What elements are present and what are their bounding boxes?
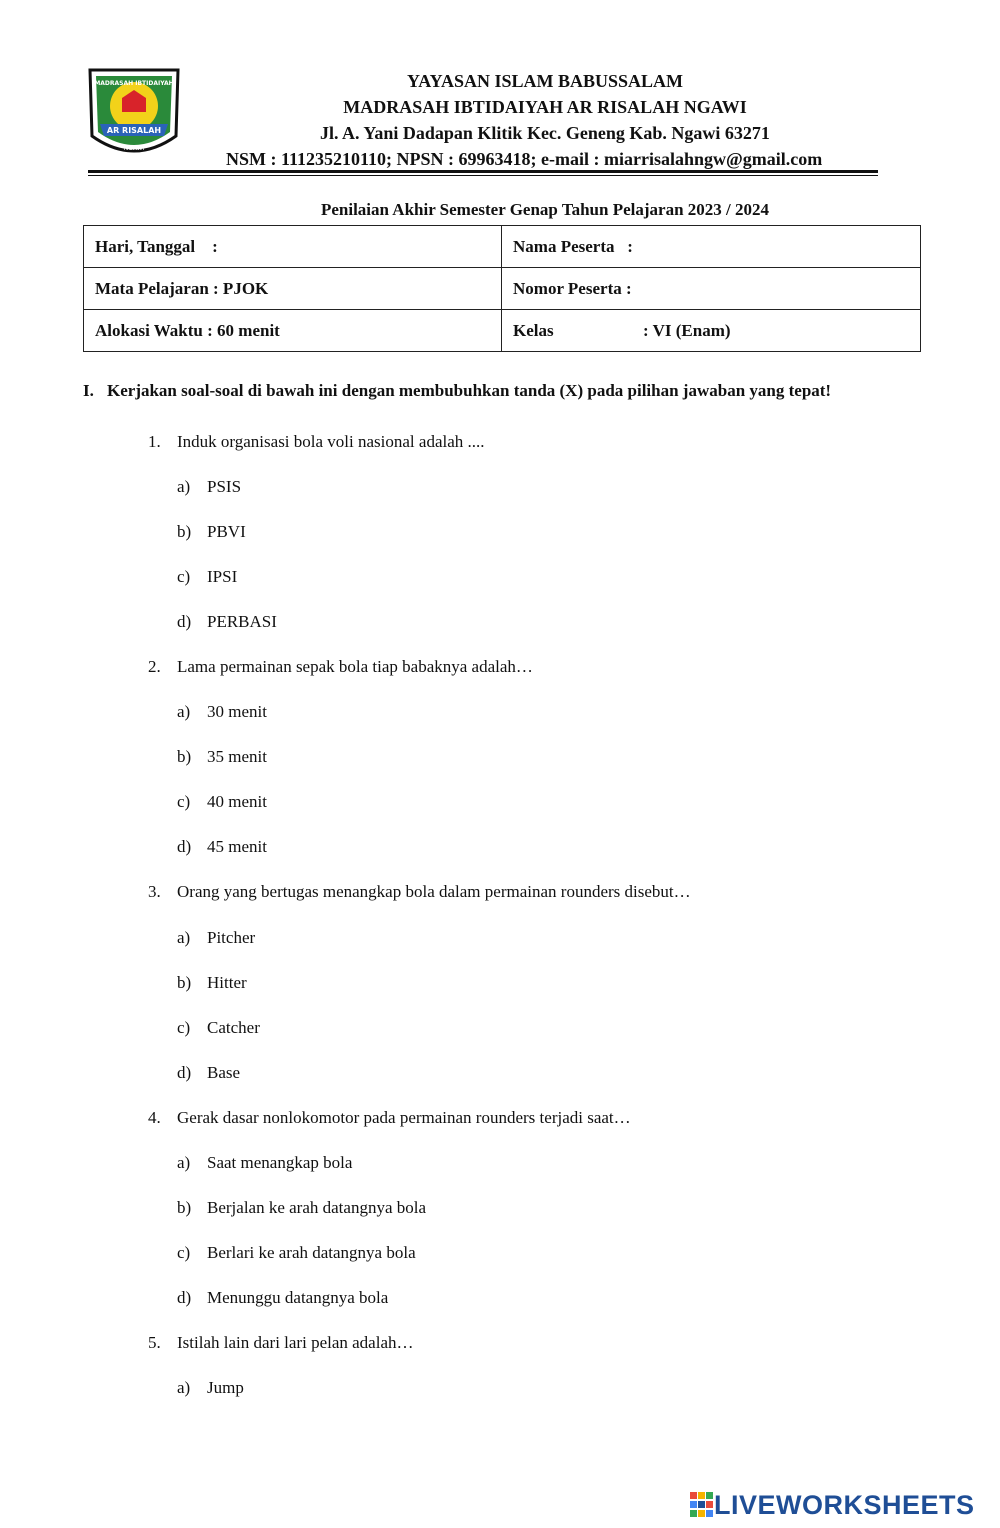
date-field[interactable]: Hari, Tanggal : <box>84 226 502 268</box>
option-3c[interactable] <box>177 1018 260 1038</box>
option-letter: c) <box>177 792 191 811</box>
school-ids: NSM : 111235210110; NPSN : 69963418; e-mail : miarrisalahngw@gmail.com <box>226 149 823 169</box>
option-1a[interactable] <box>177 477 241 497</box>
question-3 <box>148 882 691 902</box>
option-letter: d) <box>177 1063 192 1082</box>
class-cell <box>502 310 921 352</box>
option-2d[interactable] <box>177 837 267 857</box>
question-text: Lama permainan sepak bola tiap babaknya adalah… <box>177 657 533 676</box>
option-letter: c) <box>177 1018 191 1037</box>
option-letter: d) <box>177 837 192 856</box>
school-name: MADRASAH IBTIDAIYAH AR RISALAH NGAWI <box>343 97 747 117</box>
option-3a[interactable] <box>177 928 255 948</box>
option-letter: a) <box>177 928 191 947</box>
question-5 <box>148 1333 414 1353</box>
question-number: 3. <box>148 882 161 901</box>
option-5a[interactable] <box>177 1378 244 1398</box>
question-number: 4. <box>148 1108 161 1127</box>
crest-bottom-text: NGAWI <box>123 145 145 152</box>
option-text: 40 menit <box>207 792 267 811</box>
option-4c[interactable] <box>177 1243 416 1263</box>
option-text: Jump <box>207 1378 244 1397</box>
option-letter: a) <box>177 1153 191 1172</box>
option-letter: d) <box>177 612 192 631</box>
option-letter: a) <box>177 702 191 721</box>
option-text: Hitter <box>207 973 247 992</box>
student-info-table <box>83 225 921 352</box>
header-divider-thin <box>88 175 878 176</box>
question-text: Gerak dasar nonlokomotor pada permainan rounders terjadi saat… <box>177 1108 631 1127</box>
option-letter: b) <box>177 973 192 992</box>
question-text: Induk organisasi bola voli nasional adalah .... <box>177 432 485 451</box>
question-number: 5. <box>148 1333 161 1352</box>
option-1d[interactable] <box>177 612 277 632</box>
question-text: Orang yang bertugas menangkap bola dalam permainan rounders disebut… <box>177 882 691 901</box>
option-letter: b) <box>177 522 192 541</box>
exam-title: Penilaian Akhir Semester Genap Tahun Pelajaran 2023 / 2024 <box>320 200 770 219</box>
table-row <box>84 310 921 352</box>
option-4d[interactable] <box>177 1288 388 1308</box>
option-letter: a) <box>177 477 191 496</box>
option-letter: c) <box>177 1243 191 1262</box>
option-letter: b) <box>177 747 192 766</box>
option-text: 35 menit <box>207 747 267 766</box>
liveworksheets-logo-icon <box>690 1492 714 1518</box>
time-allocation-key: Alokasi Waktu <box>95 320 203 340</box>
crest-ribbon-text: AR RISALAH <box>106 126 162 135</box>
option-letter: c) <box>177 567 191 586</box>
question-number: 1. <box>148 432 161 451</box>
liveworksheets-watermark <box>690 1490 975 1520</box>
option-text: Menunggu datangnya bola <box>207 1288 389 1307</box>
option-letter: a) <box>177 1378 191 1397</box>
liveworksheets-text: LIVEWORKSHEETS <box>714 1489 975 1520</box>
option-4a[interactable] <box>177 1153 352 1173</box>
option-2c[interactable] <box>177 792 267 812</box>
option-text: Saat menangkap bola <box>207 1153 353 1172</box>
time-allocation-value: : 60 menit <box>202 320 280 340</box>
option-text: Base <box>207 1063 241 1082</box>
question-2 <box>148 657 533 677</box>
option-text: Catcher <box>207 1018 260 1037</box>
foundation-name: YAYASAN ISLAM BABUSSALAM <box>406 71 684 91</box>
option-letter: b) <box>177 1198 192 1217</box>
question-4 <box>148 1108 631 1128</box>
option-text: Pitcher <box>207 928 256 947</box>
time-allocation-cell <box>84 310 502 352</box>
class-key: Kelas <box>513 320 554 340</box>
crest-top-text: MADRASAH IBTIDAIYAH <box>94 80 174 87</box>
question-text: Istilah lain dari lari pelan adalah… <box>177 1333 414 1352</box>
instruction-text: Kerjakan soal-soal di bawah ini dengan membubuhkan tanda (X) pada pilihan jawaban yang tepat! <box>107 381 832 400</box>
option-4b[interactable] <box>177 1198 426 1218</box>
option-1b[interactable] <box>177 522 246 542</box>
school-crest-icon <box>86 66 182 166</box>
instruction-number: I. <box>83 381 94 400</box>
option-text: 30 menit <box>207 702 267 721</box>
option-text: IPSI <box>207 567 238 586</box>
participant-number-field[interactable]: Nomor Peserta : <box>502 268 921 310</box>
option-text: Berjalan ke arah datangnya bola <box>207 1198 427 1217</box>
option-letter: d) <box>177 1288 192 1307</box>
option-3b[interactable] <box>177 973 247 993</box>
question-1 <box>148 432 485 452</box>
option-2a[interactable] <box>177 702 267 722</box>
subject-cell: Mata Pelajaran : PJOK <box>84 268 502 310</box>
option-text: Berlari ke arah datangnya bola <box>207 1243 416 1262</box>
option-text: PBVI <box>207 522 246 541</box>
option-2b[interactable] <box>177 747 267 767</box>
table-row <box>84 268 921 310</box>
school-address: Jl. A. Yani Dadapan Klitik Kec. Geneng Kab. Ngawi 63271 <box>320 123 770 143</box>
option-text: PSIS <box>207 477 242 496</box>
instruction <box>83 378 903 404</box>
question-number: 2. <box>148 657 161 676</box>
option-3d[interactable] <box>177 1063 240 1083</box>
option-1c[interactable] <box>177 567 237 587</box>
header-divider-thick <box>88 170 878 173</box>
table-row <box>84 226 921 268</box>
participant-name-field[interactable]: Nama Peserta : <box>502 226 921 268</box>
option-text: 45 menit <box>207 837 267 856</box>
option-text: PERBASI <box>207 612 277 631</box>
class-value: : VI (Enam) <box>643 320 731 340</box>
